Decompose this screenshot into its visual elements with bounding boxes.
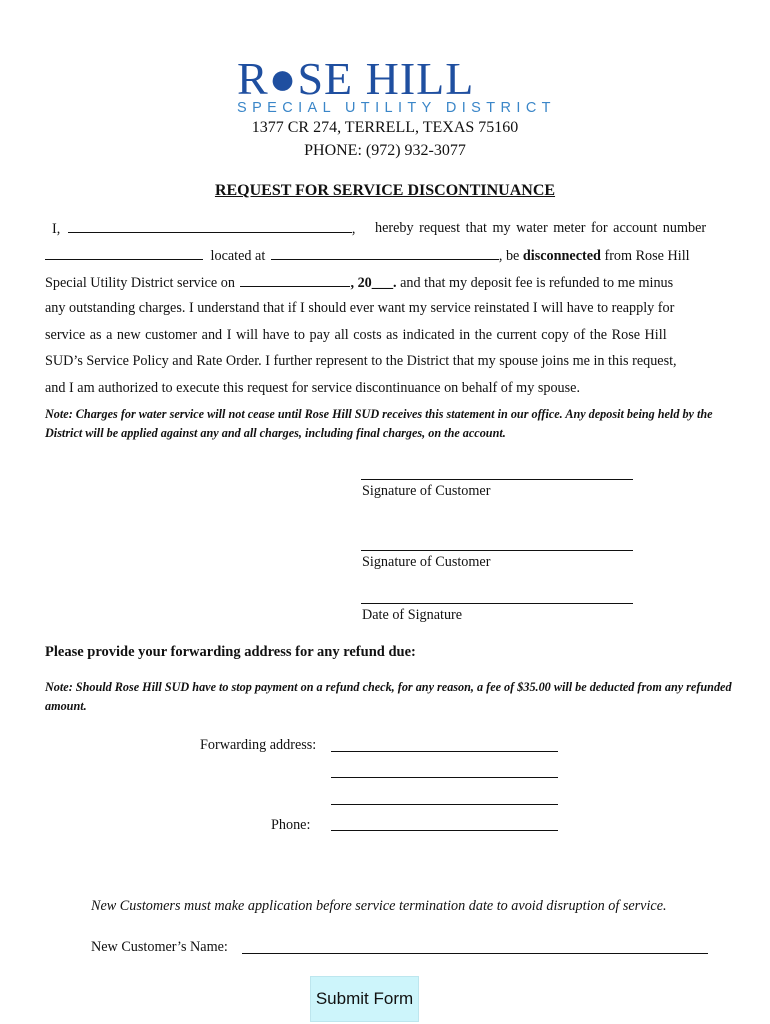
district-logo [237, 53, 556, 118]
new-customer-name-line[interactable] [242, 953, 708, 954]
body-line: any outstanding charges. I understand that if I should ever want my service reinstated I will have to reapply for [45, 300, 675, 316]
logo-subtitle: SPECIAL UTILITY DISTRICT [237, 100, 556, 116]
request-line-2 [45, 247, 690, 265]
logo-title: R●SE HILL [237, 53, 475, 104]
forwarding-address-line-1[interactable] [331, 751, 558, 752]
line3-year: , 20___. [350, 275, 397, 291]
signature-line-2[interactable] [361, 550, 633, 551]
body-line: service as a new customer and I will have to pay all costs as indicated in the current copy of the Rose Hill [45, 327, 667, 343]
line2-located: located at [210, 248, 266, 264]
form-title: REQUEST FOR SERVICE DISCONTINUANCE [214, 182, 556, 199]
line1-prefix: I, [52, 221, 61, 237]
service-address-field[interactable] [271, 247, 499, 260]
phone-field-line[interactable] [331, 830, 558, 831]
line2-suffix: from Rose Hill [604, 248, 690, 264]
line1-suffix: hereby request that my water meter for account number [375, 220, 707, 236]
new-customer-name-label: New Customer’s Name: [91, 939, 228, 955]
forwarding-address-line-3[interactable] [331, 804, 558, 805]
signature-label-2: Signature of Customer [362, 554, 491, 570]
forwarding-heading: Please provide your forwarding address for any refund due: [45, 644, 416, 660]
service-note: Note: Charges for water service will not cease until Rose Hill SUD receives this statement in our office. Any deposit being held by the District will be applied against any and all charges, including final charges, on the account. [45, 407, 713, 440]
request-line-3 [45, 274, 673, 292]
date-line[interactable] [361, 603, 633, 604]
phone-label: Phone: [271, 817, 311, 833]
forwarding-label: Forwarding address: [200, 737, 317, 753]
account-number-field[interactable] [45, 247, 203, 260]
customer-name-field[interactable] [68, 220, 352, 233]
request-line-1: I, , [52, 221, 356, 237]
line3-prefix: Special Utility District service on [45, 275, 235, 291]
address-line: 1377 CR 274, TERRELL, TEXAS 75160 [251, 119, 519, 136]
refund-note: Note: Should Rose Hill SUD have to stop payment on a refund check, for any reason, a fee of $35.00 will be deducted from any refunded amount. [45, 680, 732, 713]
line2-disconnected: disconnected [522, 248, 601, 264]
body-line: and I am authorized to execute this request for service discontinuance on behalf of my spouse. [45, 380, 581, 396]
forwarding-address-line-2[interactable] [331, 777, 558, 778]
line3-suffix: and that my deposit fee is refunded to me minus [396, 275, 674, 291]
discontinue-date-field[interactable] [240, 274, 350, 287]
line2-be: , be [498, 248, 520, 264]
date-label: Date of Signature [362, 607, 463, 623]
submit-form-button[interactable]: Submit Form [310, 976, 419, 1022]
signature-label-1: Signature of Customer [362, 483, 491, 499]
new-customer-note: New Customers must make application before service termination date to avoid disruption of service. [91, 898, 667, 914]
body-line: SUD’s Service Policy and Rate Order. I further represent to the District that my spouse joins me in this request, [45, 353, 677, 369]
phone-line: PHONE: (972) 932-3077 [304, 142, 466, 159]
signature-line-1[interactable] [361, 479, 633, 480]
